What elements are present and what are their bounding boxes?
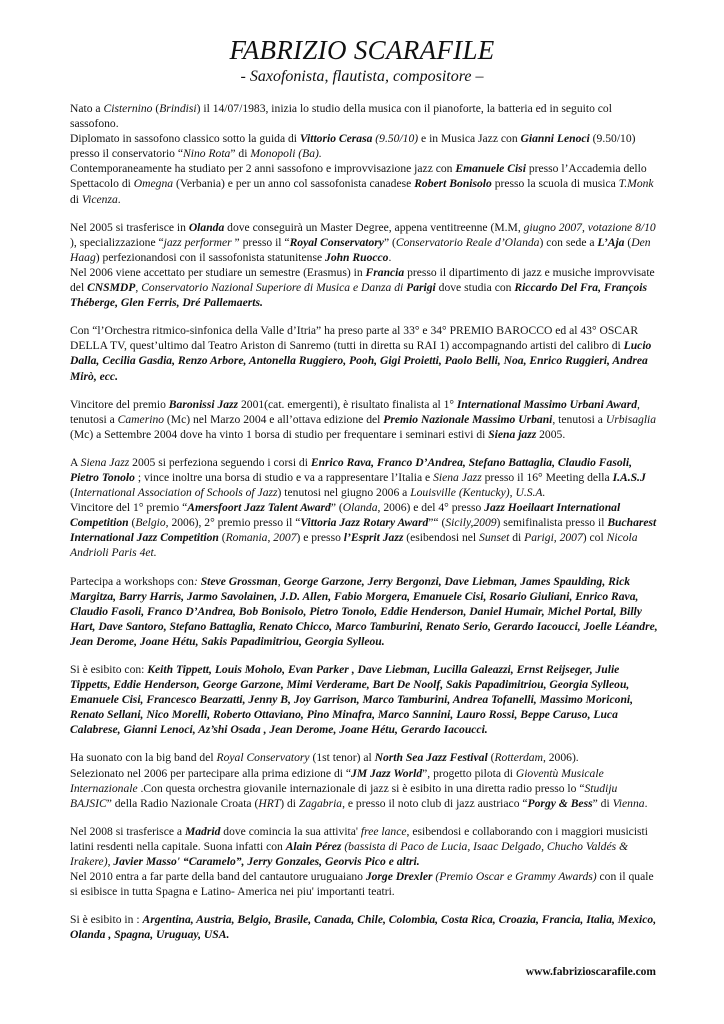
paragraph-siena-jazz: [70, 455, 662, 561]
text-run: ” di: [592, 796, 613, 810]
text-run: presso la scuola di musica: [491, 177, 619, 191]
highlighted-name: Emanuele Cisi: [455, 162, 526, 176]
text-run: ), specializzazione “: [70, 235, 164, 249]
highlighted-name: Madrid: [184, 824, 221, 838]
text-run: ) il 14/07/1983, inizia lo studio della musica con il pianoforte, la batteria ed in seguito col sassofono.: [70, 102, 612, 131]
highlighted-name: Riccardo Del Fra, François Théberge, Glen Ferris, Dré Pallemaerts.: [70, 281, 648, 310]
highlighted-name: Gianni Lenoci: [520, 132, 590, 146]
highlighted-name: Vittoria Jazz Rotary Award: [300, 516, 429, 530]
highlighted-name: Porgy & Bess: [527, 796, 593, 810]
text-run: (esibendosi nel: [403, 531, 480, 545]
italic-text: Den Haag: [70, 235, 651, 264]
italic-text: Conservatorio Reale d’Olanda: [395, 235, 540, 249]
text-run: ) perfezionandosi con il sassofonista statunitense: [95, 250, 326, 264]
text-run: (: [218, 531, 226, 545]
highlighted-name: International Massimo Urbani Award: [456, 397, 637, 411]
italic-text: Royal Conservatory: [216, 751, 310, 765]
italic-text: jazz performer: [163, 235, 232, 249]
text-run: (: [487, 751, 495, 765]
paragraph-netherlands-france: [70, 220, 662, 311]
text-run: ) tenutosi nel giugno 2006 a: [277, 486, 411, 500]
highlighted-name: Amersfoort Jazz Talent Award: [187, 501, 331, 515]
text-run: (: [624, 235, 632, 249]
italic-text: HRT: [258, 796, 281, 810]
italic-text: Cisternino: [103, 102, 153, 115]
text-run: (9.50/10) presso il conservatorio “: [70, 132, 636, 161]
highlighted-name: John Ruocco: [325, 250, 389, 264]
text-run: , 2006) e del 4° presso: [377, 501, 485, 515]
text-run: e in Musica Jazz con: [418, 132, 521, 146]
italic-text: Conservatorio Nazional Superiore di Musica e Danza di: [141, 281, 407, 295]
italic-text: giugno 2007, votazione 8/10: [523, 220, 656, 234]
text-run: ” della Radio Nazionale Croata (: [106, 796, 259, 810]
text-run: Nel 2006 viene accettato per studiare un semestre (Erasmus) in: [70, 265, 366, 279]
text-run: A: [70, 455, 81, 469]
text-run: Selezionato nel 2006 per partecipare alla prima edizione di “: [70, 766, 352, 780]
highlighted-name: Parigi: [406, 281, 436, 295]
text-run: , esibendosi e collaborando con i maggiori musicisti latini resdenti nella capitale. Suona infatti con: [70, 824, 649, 853]
text-run: ) semifinalista presso il: [496, 516, 608, 530]
text-run: ” (: [330, 501, 343, 515]
highlighted-name: Olanda: [188, 220, 225, 234]
text-run: , tenutosi a: [552, 412, 606, 426]
italic-text: Vicenza: [81, 192, 118, 206]
text-run: di: [70, 192, 82, 206]
highlighted-name: Jorge Drexler: [365, 870, 433, 884]
italic-text: Olanda: [342, 501, 378, 515]
highlighted-name: North Sea Jazz Festival: [374, 751, 488, 765]
text-run: Diplomato in sassofono classico sotto la guida di: [70, 132, 300, 146]
italic-text: Gioventù Musicale Internazionale: [70, 766, 604, 795]
italic-text: Siena Jazz: [80, 455, 130, 469]
paragraph-madrid: [70, 824, 662, 899]
text-run: Partecipa a workshops con: [70, 574, 194, 588]
highlighted-name: Baronissi Jazz: [168, 397, 239, 411]
text-run: Nel 2005 si trasferisce in: [70, 220, 189, 234]
highlighted-name: L’Aja: [597, 235, 625, 249]
highlighted-name: Royal Conservatory: [289, 235, 384, 249]
highlighted-name: JM Jazz World: [351, 766, 423, 780]
italic-text: (Premio Oscar e Grammy Awards): [435, 870, 597, 884]
text-run: ,: [267, 531, 274, 545]
italic-text: (bassista di Paco de Lucia, Isaac Delgado, Chucho Valdés & Irakere): [70, 839, 629, 869]
italic-text: Urbisaglia: [605, 412, 657, 426]
text-run: .: [644, 796, 648, 810]
text-run: di: [509, 531, 525, 545]
text-run: ” (: [383, 235, 396, 249]
italic-text: Nicola Andrioli Paris 4et.: [70, 531, 638, 560]
text-run: , 2006), 2° premio presso il “: [165, 516, 301, 530]
text-run: ,: [277, 574, 284, 588]
text-run: 2005.: [536, 427, 566, 441]
highlighted-name: Robert Bonisolo: [414, 177, 492, 191]
text-run: Contemporaneamente ha studiato per 2 anni sassofono e improvvisazione jazz con: [70, 162, 456, 176]
text-run: ; vince inoltre una borsa di studio e va a rappresentare l’Italia e: [134, 470, 434, 484]
text-run: ,: [135, 281, 142, 295]
italic-text: Siena Jazz: [433, 470, 482, 484]
text-run: Nel 2010 entra a far parte della band del cantautore uruguaiano: [70, 870, 366, 884]
paragraph-workshops: [70, 574, 662, 649]
text-run: (: [152, 102, 160, 115]
italic-text: Zagabria: [298, 796, 343, 810]
text-run: .: [388, 250, 392, 264]
text-run: dove conseguirà un Master Degree, appena ventitreenne (M.M,: [224, 220, 524, 234]
text-run: ”, progetto pilota di: [422, 766, 516, 780]
text-run: Con “l’Orchestra ritmico-sinfonica della Valle d’Itria” ha preso parte al 33° e 34° PREMIO BAROCCO ed al 43° OSCAR DELLA TV, quest’ultimo dal Teatro Ariston di Sanremo (tutti in diretta su RAI 1) accompagnando artisti del calibro di: [70, 324, 639, 353]
highlighted-name: l’Esprit Jazz: [343, 531, 404, 545]
highlighted-name: Premio Nazionale Massimo Urbani: [383, 412, 553, 426]
italic-text: Brindisi: [159, 102, 197, 115]
text-run: ”“ (: [428, 516, 446, 530]
text-run: dove comincia la sua attivita': [220, 824, 361, 838]
highlighted-name: Lucio Dalla, Cecilia Gasdia, Renzo Arbore, Antonella Ruggiero, Pooh, Gigi Proietti, Paolo Belli, Noa, Enrico Ruggieri, Andrea Mirò, ecc.: [70, 339, 652, 383]
italic-text: (9.50/10): [372, 132, 419, 146]
text-run: ) e presso: [296, 531, 344, 545]
text-run: .: [117, 192, 121, 206]
text-run: (: [128, 516, 136, 530]
website-link[interactable]: www.fabrizioscarafile.com: [525, 966, 656, 978]
text-run: Si è esibito con:: [70, 663, 148, 676]
text-run: , 2006).: [542, 751, 579, 765]
highlighted-name: Argentina, Austria, Belgio, Brasile, Canada, Chile, Colombia, Costa Rica, Croazia, Francia, Italia, Mexico, Olanda , Spagna, Uruguay, USA.: [70, 913, 657, 942]
highlighted-name: Enrico Rava, Franco D’Andrea, Stefano Battaglia, Claudio Fasoli, Pietro Tonolo: [70, 455, 632, 484]
italic-text: Monopoli (Ba).: [250, 147, 322, 161]
paragraph-early-studies: [70, 101, 662, 207]
italic-text: Nino Rota: [183, 147, 231, 161]
highlighted-name: Steve Grossman: [200, 574, 278, 588]
italic-text: Vienna: [612, 796, 645, 810]
text-run: Si è esibito in :: [70, 913, 143, 927]
italic-text: Parigi, 2007: [524, 531, 583, 545]
text-run: Vincitore del 1° premio “: [70, 501, 188, 515]
text-run: 2005 si perfeziona seguendo i corsi di: [129, 455, 311, 469]
italic-text: Studiju BAJSIC: [70, 781, 618, 810]
text-run: ) col: [582, 531, 607, 545]
paragraph-performed-with: [70, 662, 662, 737]
paragraph-awards: [70, 397, 662, 442]
text-run: presso il dipartimento di jazz e musiche improvvisate del: [70, 265, 655, 295]
text-run: Ha suonato con la big band del: [70, 751, 217, 765]
italic-text: Camerino: [117, 412, 165, 426]
highlighted-name: Francia: [365, 265, 405, 279]
highlighted-name: Siena jazz: [488, 427, 537, 441]
text-run: , tenutosi a: [70, 397, 640, 426]
text-run: (Mc) a Settembre 2004 dove ha vinto 1 borsa di studio per frequentare i seminari estivi di: [70, 427, 489, 441]
highlighted-name: I.A.S.J: [612, 470, 646, 484]
text-run: dove studia con: [435, 281, 515, 295]
text-run: 2001(cat. emergenti), è risultato finalista al 1°: [238, 397, 457, 411]
italic-text: Sunset: [479, 531, 510, 545]
text-run: .Con questa orchestra giovanile internazionale di jazz si è esibito in una diretta radio presso lo “: [137, 781, 585, 795]
italic-text: 2007: [273, 531, 297, 545]
italic-text: International Association of Schools of Jazz: [73, 486, 278, 500]
text-run: Vincitore del premio: [70, 397, 169, 411]
text-run: ,: [107, 855, 114, 869]
italic-text: Belgio: [135, 516, 166, 530]
text-run: ) con sede a: [539, 235, 598, 249]
highlighted-name: Keith Tippett, Louis Moholo, Evan Parker , Dave Liebman, Lucilla Galeazzi, Ernst Reijseger, Julie Tippetts, Eddie Henderson, George Garzone, Mimi Verderame, Bart De Noolf, Sakis Papadimitriou, Georgia Sylleou, Emanuele Cisi, Francesco Bearzatti, Jenny B, Joy Garrison, Marco Tamburini, Andrea Tofanelli, Massimo Moriconi, Renato Sellani, Nico Morelli, Roberto Ottaviano, Pino Minafra, Marco Sannini, Lauro Rossi, Beppe Caruso, Luca Calabrese, Gianni Lenoci, Az’shi Osada , Jean Derome, Joane Hétu, Gerardo Iacoucci.: [70, 663, 634, 737]
page-subtitle: - Saxofonista, flautista, compositore –: [240, 68, 484, 85]
text-run: ” di: [230, 147, 251, 161]
highlighted-name: CNSMDP: [87, 281, 136, 295]
highlighted-name: Jazz Hoeilaart International Competition: [70, 501, 621, 530]
text-run: (Mc) nel Marzo 2004 e all’ottava edizione del: [164, 412, 384, 426]
italic-text: Sicily,2009: [445, 516, 497, 530]
italic-text: Rotterdam: [494, 751, 543, 765]
italic-text: :: [193, 574, 201, 588]
paragraph-orchestra: [70, 323, 662, 383]
text-run: presso il 16° Meeting della: [481, 470, 613, 484]
text-run: con il quale si esibisce in tutta Spagna e Latino- America nei piu' importanti teatri.: [70, 870, 654, 899]
highlighted-name: Alain Pérez: [285, 839, 342, 853]
text-run: Nato a: [70, 102, 104, 115]
text-run: (: [70, 486, 74, 500]
italic-text: Omegna: [133, 177, 174, 191]
italic-text: free lance: [360, 824, 407, 838]
paragraph-big-band: [70, 750, 662, 810]
text-run: Nel 2008 si trasferisce a: [70, 824, 185, 838]
italic-text: T.Monk: [618, 177, 654, 191]
text-run: (Verbania) e per un anno col sassofonista canadese: [173, 177, 415, 191]
text-run: ) di: [280, 796, 299, 810]
highlighted-name: Javier Masso' “Caramelo”, Jerry Gonzales, Georvis Pico e altri.: [113, 855, 420, 869]
text-run: , e presso il noto club di jazz austriaco “: [342, 796, 528, 810]
paragraph-countries: [70, 912, 662, 942]
highlighted-name: Bucharest International Jazz Competition: [70, 516, 657, 545]
biography-body: [70, 101, 662, 943]
highlighted-name: Vittorio Cerasa: [299, 132, 373, 146]
text-run: ” presso il “: [231, 235, 290, 249]
highlighted-name: George Garzone, Jerry Bergonzi, Dave Liebman, James Spaulding, Rick Margitza, Barry Harris, Jarmo Savolainen, J.D. Allen, Fabio Morgera, Emanuele Cisi, Rosario Giuliani, Enrico Rava, Claudio Fasoli, Franco D’Andrea, Bob Bonisolo, Pietro Tonolo, Eddie Henderson, Daniel Humair, Michel Portal, Billy Hart, Dave Santoro, Stefano Battaglia, Renato Chicco, Marco Tamburini, Renato Serio, Gerardo Iacoucci, Joelle Léandre, Jean Derome, Joane Hétu, Sakis Papadimitriou, Georgia Sylleou.: [70, 574, 658, 648]
italic-text: Romania: [225, 531, 268, 545]
text-run: (1st tenor) al: [309, 751, 375, 765]
text-run: presso l’Accademia dello Spettacolo di: [70, 162, 647, 191]
page-title: FABRIZIO SCARAFILE: [229, 35, 495, 65]
italic-text: Louisville (Kentucky), U.S.A.: [410, 486, 546, 500]
